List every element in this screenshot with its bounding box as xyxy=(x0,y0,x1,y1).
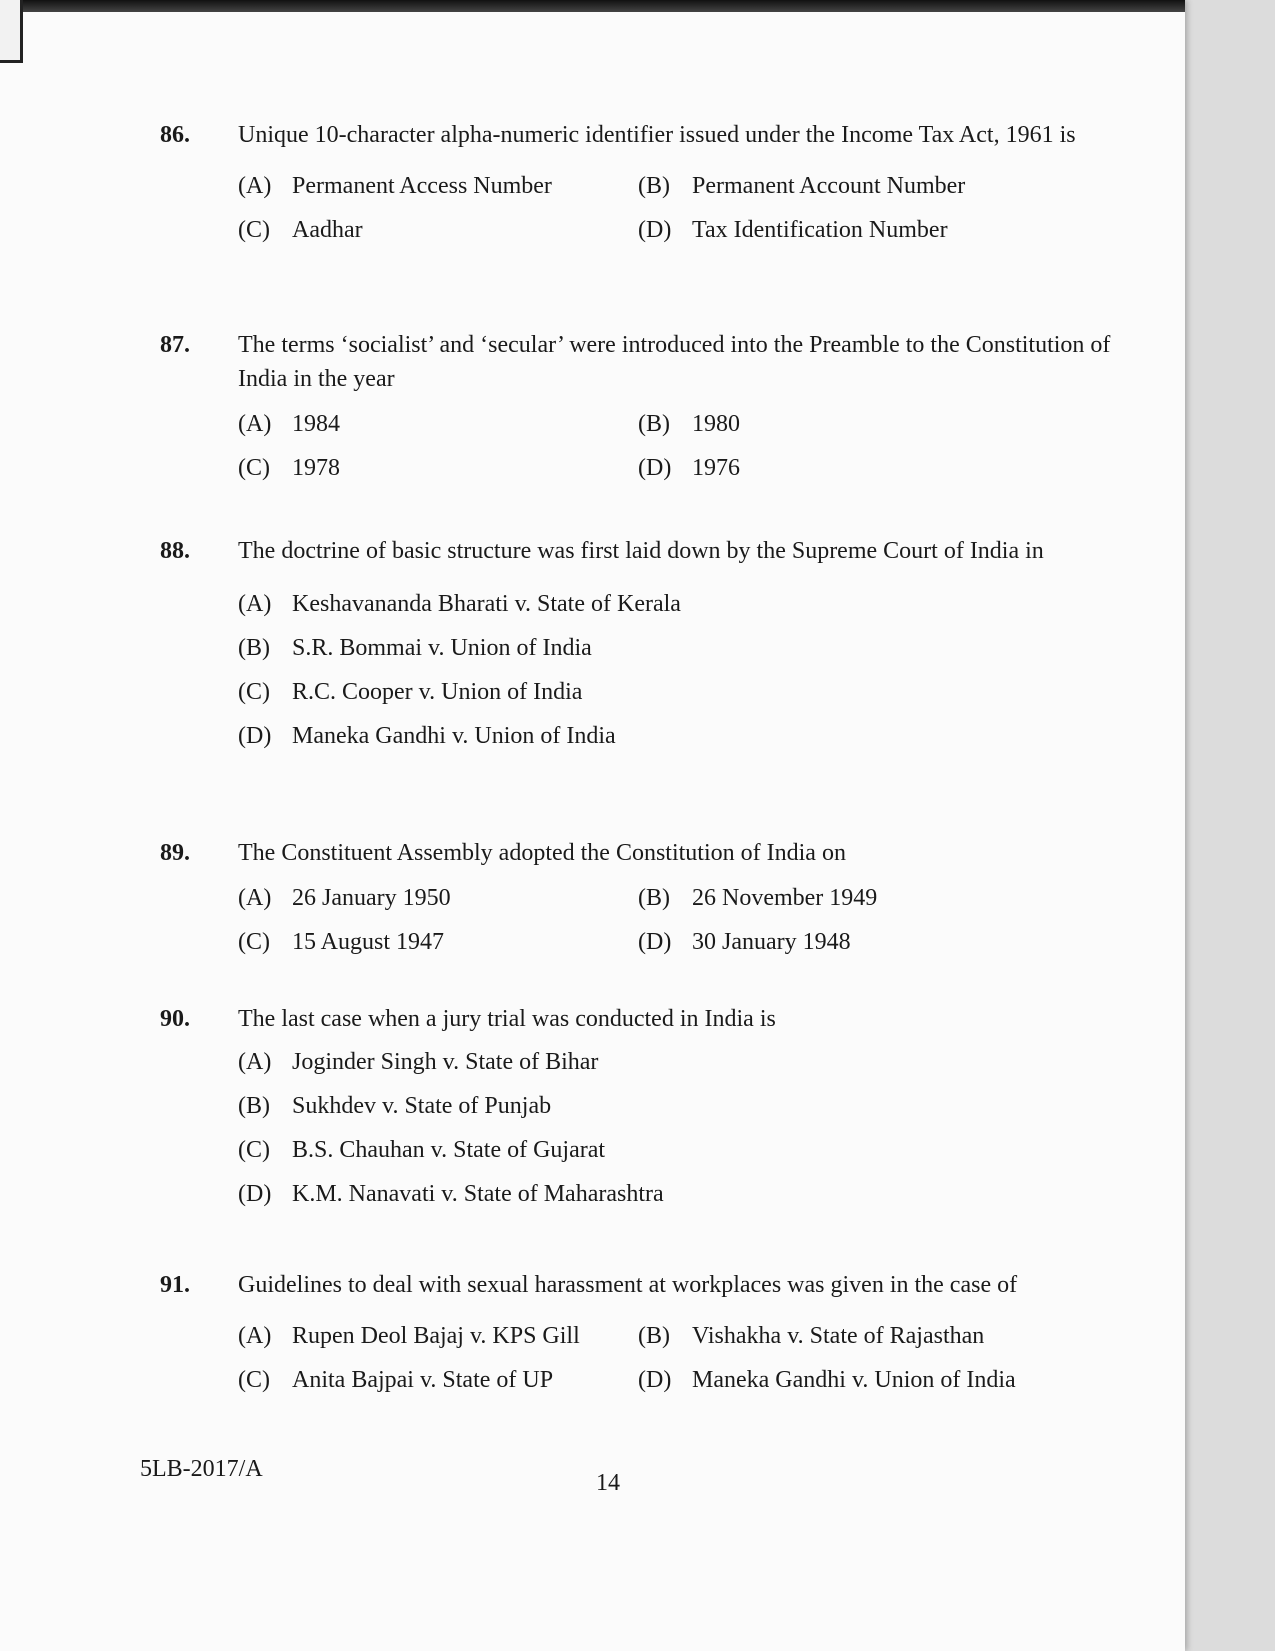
question-88 xyxy=(160,534,1120,758)
option-c: (C) 1978 xyxy=(238,455,340,481)
option-c: (C) Anita Bajpai v. State of UP xyxy=(238,1367,554,1393)
scan-corner-mark xyxy=(0,0,23,63)
question-90 xyxy=(160,1002,1120,1216)
paper-code: 5LB-2017/A xyxy=(140,1456,263,1482)
option-b: (B) Sukhdev v. State of Punjab xyxy=(238,1093,552,1119)
question-text: The last case when a jury trial was conducted in India is xyxy=(238,1006,776,1032)
question-text: The doctrine of basic structure was first laid down by the Supreme Court of India in xyxy=(238,538,1044,564)
option-b: (B) S.R. Bommai v. Union of India xyxy=(238,635,592,661)
option-a: (A) Permanent Access Number xyxy=(238,173,552,199)
option-d: (D) 30 January 1948 xyxy=(638,929,851,955)
option-b: (B) Permanent Account Number xyxy=(638,173,966,199)
options-list xyxy=(238,402,1120,490)
options-list xyxy=(238,1040,1120,1216)
question-87 xyxy=(160,328,1120,490)
option-c: (C) R.C. Cooper v. Union of India xyxy=(238,679,583,705)
option-c: (C) 15 August 1947 xyxy=(238,929,445,955)
option-c: (C) B.S. Chauhan v. State of Gujarat xyxy=(238,1137,606,1163)
option-a: (A) 26 January 1950 xyxy=(238,885,451,911)
option-c: (C) Aadhar xyxy=(238,217,363,243)
option-d: (D) Tax Identification Number xyxy=(638,217,948,243)
question-number: 90. xyxy=(160,1006,190,1032)
option-a: (A) Rupen Deol Bajaj v. KPS Gill xyxy=(238,1323,580,1349)
question-86 xyxy=(160,118,1120,252)
option-a: (A) Joginder Singh v. State of Bihar xyxy=(238,1049,599,1075)
question-number: 89. xyxy=(160,840,190,866)
option-d: (D) Maneka Gandhi v. Union of India xyxy=(238,723,616,749)
option-d: (D) K.M. Nanavati v. State of Maharashtra xyxy=(238,1181,664,1207)
option-a: (A) 1984 xyxy=(238,411,340,437)
option-b: (B) 26 November 1949 xyxy=(638,885,878,911)
option-d: (D) Maneka Gandhi v. Union of India xyxy=(638,1367,1016,1393)
question-number: 88. xyxy=(160,538,190,564)
question-text: Unique 10-character alpha-numeric identifier issued under the Income Tax Act, 1961 is xyxy=(238,122,1076,148)
scan-top-edge xyxy=(0,0,1185,12)
options-list xyxy=(238,582,1120,758)
question-text: Guidelines to deal with sexual harassment at workplaces was given in the case of xyxy=(238,1272,1018,1298)
option-a: (A) Keshavananda Bharati v. State of Kerala xyxy=(238,591,681,617)
question-number: 87. xyxy=(160,332,190,358)
option-b: (B) 1980 xyxy=(638,411,740,437)
question-91 xyxy=(160,1268,1120,1402)
options-list xyxy=(238,876,1120,964)
question-text: The Constituent Assembly adopted the Constitution of India on xyxy=(238,840,846,866)
question-text: The terms ‘socialist’ and ‘secular’ were introduced into the Preamble to the Constitution of India in the year xyxy=(238,332,1111,392)
question-89 xyxy=(160,836,1120,964)
page-number: 14 xyxy=(596,1470,620,1496)
option-d: (D) 1976 xyxy=(638,455,740,481)
options-list xyxy=(238,164,1120,252)
option-b: (B) Vishakha v. State of Rajasthan xyxy=(638,1323,985,1349)
question-number: 86. xyxy=(160,122,190,148)
question-number: 91. xyxy=(160,1272,190,1298)
options-list xyxy=(238,1314,1120,1402)
